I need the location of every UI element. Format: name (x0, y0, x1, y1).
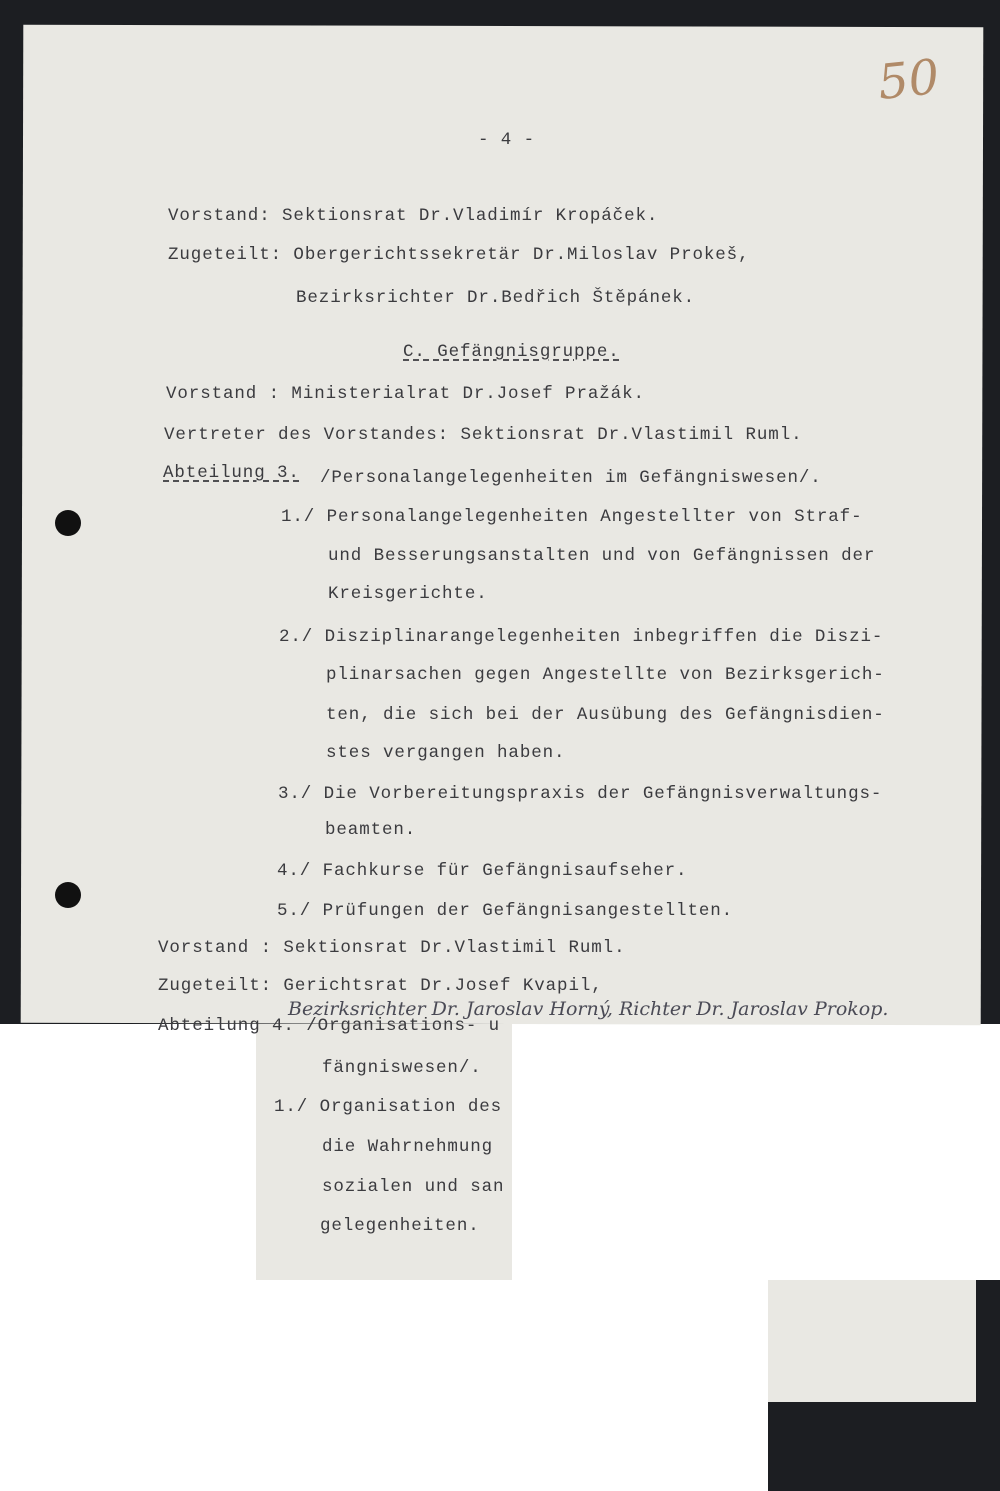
item-2-line-3: ten, die sich bei der Ausübung des Gefängnisdien- (326, 705, 885, 725)
department-3-title: /Personalangelegenheiten im Gefängniswesen/. (320, 468, 822, 488)
item-4-1-line-4: gelegenheiten. (320, 1216, 480, 1236)
line-vorstand-2: Vorstand : Ministerialrat Dr.Josef Pražák. (166, 384, 645, 404)
item-4-1-line-1: 1./ Organisation des (274, 1097, 503, 1117)
line-bezirksrichter: Bezirksrichter Dr.Bedřich Štěpánek. (296, 288, 696, 308)
item-5: 5./ Prüfungen der Gefängnisangestellten. (277, 901, 734, 921)
section-heading: C. Gefängnisgruppe. (403, 342, 620, 362)
item-3-line-2: beamten. (325, 820, 417, 840)
document-page-fragment (158, 1016, 512, 1280)
department-4-line: Abteilung 4. /Organisations- u (158, 1016, 501, 1036)
item-1-line-3: Kreisgerichte. (328, 584, 488, 604)
archive-page-number: 50 (875, 48, 942, 112)
punch-hole-top (55, 510, 81, 536)
item-4-1-line-3: sozialen und san (322, 1177, 505, 1197)
punch-hole-bottom (55, 882, 81, 908)
line-vorstand-1: Vorstand: Sektionsrat Dr.Vladimír Kropáček. (168, 206, 659, 226)
line-vertreter: Vertreter des Vorstandes: Sektionsrat Dr.Vlastimil Ruml. (164, 425, 803, 445)
item-2-line-1: 2./ Disziplinarangelegenheiten inbegriffen die Diszi- (279, 627, 884, 647)
line-vorstand-3: Vorstand : Sektionsrat Dr.Vlastimil Ruml. (158, 938, 626, 958)
item-3-line-1: 3./ Die Vorbereitungspraxis der Gefängnisverwaltungs- (278, 784, 883, 804)
item-2-line-4: stes vergangen haben. (326, 743, 566, 763)
line-zugeteilt-1: Zugeteilt: Obergerichtssekretär Dr.Miloslav Prokeš, (168, 245, 750, 265)
item-4-1-line-2: die Wahrnehmung (322, 1137, 494, 1157)
item-1-line-2: und Besserungsanstalten und von Gefängnissen der (328, 546, 876, 566)
document-page-corner (768, 1280, 976, 1402)
item-1-line-1: 1./ Personalangelegenheiten Angestellter von Straf- (281, 507, 863, 527)
page-number: - 4 - (478, 130, 536, 150)
department-3-label: Abteilung 3. (163, 463, 300, 483)
department-4-title-cont: fängniswesen/. (322, 1058, 482, 1078)
item-2-line-2: plinarsachen gegen Angestellte von Bezirksgerich- (326, 665, 885, 685)
handwritten-note: Bezirksrichter Dr. Jaroslav Horný, Richter Dr. Jaroslav Prokop. (288, 998, 889, 1020)
item-4: 4./ Fachkurse für Gefängnisaufseher. (277, 861, 688, 881)
line-zugeteilt-2: Zugeteilt: Gerichtsrat Dr.Josef Kvapil, (158, 976, 603, 996)
